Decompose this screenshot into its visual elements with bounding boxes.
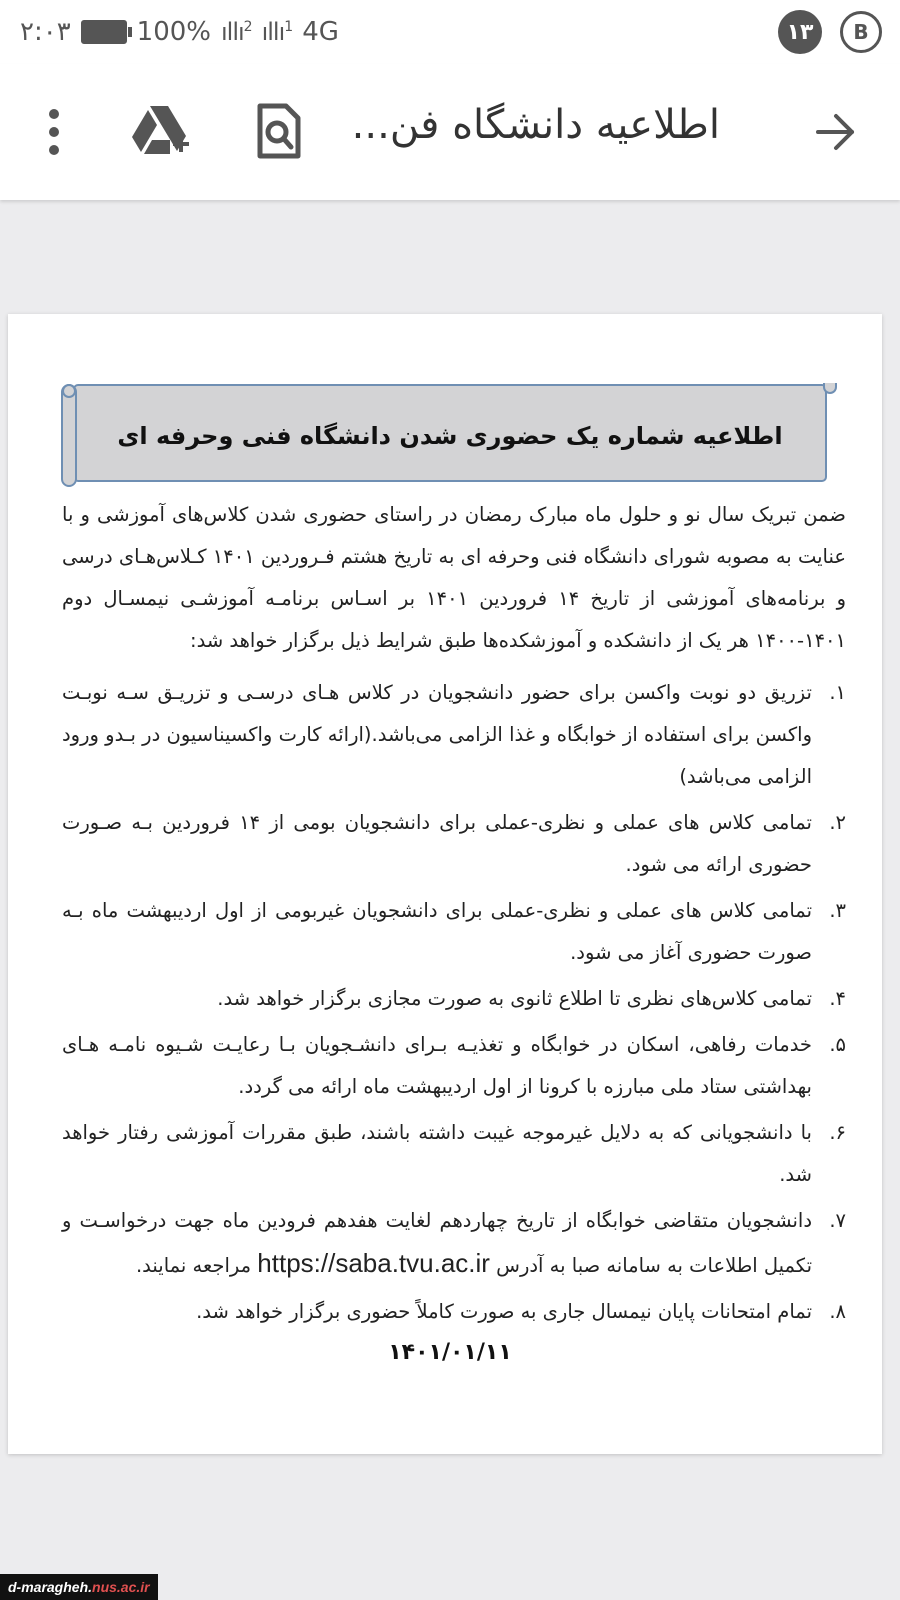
item-text-end: مراجعه نمایند. [135,1254,252,1277]
item-number: ۷. [829,1209,846,1232]
item-number: ۳. [829,899,846,922]
more-options-icon[interactable] [42,106,66,158]
watermark-site: d-maragheh. [8,1579,93,1595]
item-number: ۴. [829,987,846,1010]
list-item [62,1291,846,1333]
item-text: تمام امتحانات پایان نیمسال جاری به صورت کاملاً حضوری برگزار خواهد شد. [196,1300,812,1323]
item-number: ۸. [829,1300,846,1323]
whatsapp-business-icon: B [840,11,882,53]
find-in-document-icon[interactable] [256,102,302,160]
signal-icon-2: ıllı$^1$ [261,18,293,46]
list-item [62,978,846,1020]
sim2-label: 1 [284,19,293,35]
announcement-title: اطلاعیه شماره یک حضوری شدن دانشگاه فنی وحرفه ای [117,421,783,450]
status-bar [0,0,900,64]
list-item [62,802,846,886]
network-type: 4G [302,17,339,47]
item-number: ۱. [829,681,846,704]
list-item [62,672,846,798]
list-item [62,890,846,974]
announcement-date: ۱۴۰۱/۰۱/۱۱ [388,1340,512,1365]
watermark-domain: nus.ac.ir [92,1579,150,1595]
item-number: ۲. [829,811,846,834]
battery-icon [81,20,127,44]
status-right [778,10,882,54]
signal-icon: ıllı$^2$ [221,18,252,46]
status-left [20,12,339,52]
list-item [62,1200,846,1287]
item-text: با دانشجویانی که به دلایل غیرموجه غیبت داشته باشند، طبق مقررات آموزشی رفتار خواهد شد. [62,1121,812,1186]
battery-percent: 100% [136,17,211,47]
saba-link[interactable]: https://saba.tvu.ac.ir [257,1248,490,1278]
item-text: تزریق دو نوبت واکسن برای حضور دانشجویان در کلاس هـای درسـی و تزریـق سـه نوبـت واکسن برای استفاده از خوابگاه و غذا الزامی می‌باشد.(ارائه کارت واکسیناسیون در بـدو ورود الزامی می‌باشد) [62,681,812,788]
item-number: ۶. [829,1121,846,1144]
back-arrow-icon[interactable] [812,108,860,156]
item-text: تمامی کلاس های عملی و نظری-عملی برای دانشجویان غیربومی از اول اردیبهشت ماه بـه صورت حضوری آغاز می شود. [62,899,812,964]
intro-paragraph: ضمن تبریک سال نو و حلول ماه مبارک رمضان در راستای حضوری شدن کلاس‌های آموزشی و با عنایت به مصوبه شورای دانشگاه فنی وحرفه ای به تاریخ هشتم فـروردین ۱۴۰۱ کـلاس‌هـای درسی و برنامه‌های آموزشی از تاریخ ۱۴ فروردین ۱۴۰۱ بر اسـاس برنامـه آموزشـی نیمسـال دوم ۱۴۰۱-۱۴۰۰ هر یک از دانشکده و آموزشکده‌ها طبق شرایط ذیل برگزار خواهد شد: [62,503,846,652]
item-text: تمامی کلاس های عملی و نظری-عملی برای دانشجویان بومی از ۱۴ فروردین بـه صـورت حضوری ارائه می شود. [62,811,812,876]
notification-count: ۱۳ [778,10,822,54]
add-to-drive-icon[interactable] [130,104,190,158]
item-text: دانشجویان متقاضی خوابگاه از تاریخ چهاردهم لغایت هفدهم فرودین ماه جهت درخواسـت و تکمیل اطلاعات به سامانه صبا به آدرس [62,1209,812,1277]
document-title: اطلاعیه دانشگاه فن... [351,102,720,148]
item-number: ۵. [829,1033,846,1056]
conditions-list [62,672,846,1337]
clock: ۲:۰۳ [20,17,71,47]
item-text: خدمات رفاهی، اسکان در خوابگاه و تغذیـه بـرای دانشـجویان بـا رعایـت شـیوه نامـه هـای بهداشتی ستاد ملی مبارزه با کرونا از اول اردیبهشت ماه ارائه می گردد. [62,1033,812,1098]
list-item [62,1024,846,1108]
source-watermark [0,1574,158,1600]
item-text: تمامی کلاس‌های نظری تا اطلاع ثانوی به صورت مجازی برگزار خواهد شد. [217,987,812,1010]
list-item [62,1112,846,1196]
sim1-label: 2 [243,19,252,35]
app-bar [0,64,900,200]
